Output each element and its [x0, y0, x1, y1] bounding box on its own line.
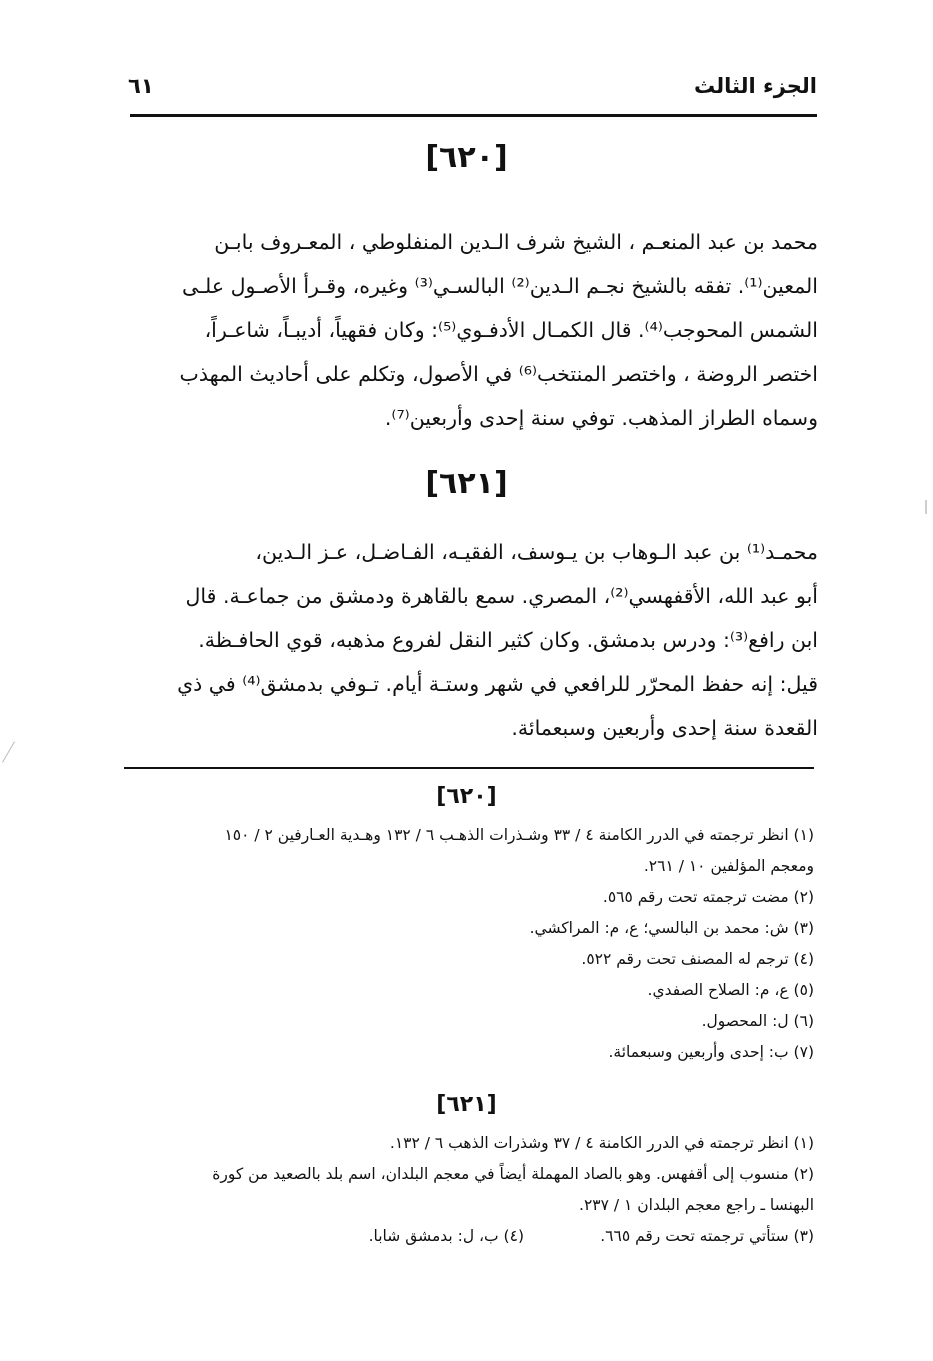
entry-line: قيل: إنه حفظ المحرّر للرافعي في شهر وستـة أيام. تـوفي بدمشق⁽⁴⁾ في ذي [177, 672, 818, 696]
footnote-item: البهنسا ـ راجع معجم البلدان ١ / ٢٣٧. [579, 1196, 814, 1214]
entry-body-620 [130, 220, 818, 440]
footnote-item: (٤) ترجم له المصنف تحت رقم ٥٢٢. [581, 950, 814, 968]
footnote-row-split [124, 1221, 814, 1252]
header-rule [130, 114, 817, 117]
scan-mark [925, 500, 927, 514]
footnote-item: (٢) منسوب إلى أقفهس. وهو بالصاد المهملة أيضاً في معجم البلدان، اسم بلد بالصعيد من كورة [212, 1165, 814, 1183]
footnote-item: (٣) ش: محمد بن البالسي؛ ع، م: المراكشي. [529, 919, 814, 937]
footnote-heading-620: [٦٢٠] [436, 784, 497, 809]
footnote-item: (٤) ب، ل: بدمشق شابا. [368, 1227, 524, 1245]
footnote-item: (١) انظر ترجمته في الدرر الكامنة ٤ / ٣٧ وشذرات الذهب ٦ / ١٣٢. [389, 1134, 814, 1152]
entry-line: محمد بن عبد المنعـم ، الشيخ شرف الـدين المنفلوطي ، المعـروف بابـن [214, 230, 818, 254]
entry-line: ابن رافع⁽³⁾: ودرس بدمشق. وكان كثير النقل لفروع مذهبه، قوي الحافـظة. [198, 628, 818, 652]
part-title: الجزء الثالث [694, 74, 817, 98]
footnote-list-620 [124, 820, 814, 1068]
entry-number-621: [٦٢١] [425, 466, 508, 501]
footnote-item: (٥) ع، م: الصلاح الصفدي. [647, 981, 814, 999]
entry-number-620: [٦٢٠] [425, 140, 508, 175]
footnote-heading-621: [٦٢١] [436, 1092, 497, 1117]
scan-mark [2, 741, 15, 762]
footnote-item: (١) انظر ترجمته في الدرر الكامنة ٤ / ٣٣ وشـذرات الذهـب ٦ / ١٣٢ وهـدية العـارفين ٢ / ١٥٠ [224, 826, 814, 844]
footnote-item: (٣) ستأتي ترجمته تحت رقم ٦٦٥. [600, 1227, 814, 1245]
footnote-item: (٢) مضت ترجمته تحت رقم ٥٦٥. [602, 888, 814, 906]
entry-line: الشمس المحوجب⁽⁴⁾. قال الكمـال الأدفـوي⁽⁵⁾: وكان فقهياً، أديبـاً، شاعـراً، [204, 318, 818, 342]
entry-line: أبو عبد الله، الأقفهسي⁽²⁾، المصري. سمع بالقاهرة ودمشق من جماعـة. قال [185, 584, 818, 608]
entry-line: وسماه الطراز المذهب. توفي سنة إحدى وأربعين⁽⁷⁾. [384, 406, 818, 430]
footnote-item: ومعجم المؤلفين ١٠ / ٢٦١. [643, 857, 814, 875]
footnote-item: (٧) ب: إحدى وأربعين وسبعمائة. [608, 1043, 814, 1061]
entry-line: المعين⁽¹⁾. تفقه بالشيخ نجـم الـدين⁽²⁾ البالسـي⁽³⁾ وغيره، وقـرأ الأصـول علـى [181, 274, 818, 298]
footnote-item: (٦) ل: المحصول. [701, 1012, 814, 1030]
entry-body-621 [130, 530, 818, 750]
footnote-rule [124, 767, 814, 769]
page-number: ٦١ [128, 74, 154, 98]
running-head [128, 66, 817, 106]
entry-line: اختصر الروضة ، واختصر المنتخب⁽⁶⁾ في الأصول، وتكلم على أحاديث المهذب [179, 362, 818, 386]
entry-line: محمـد⁽¹⁾ بن عبد الـوهاب بن يـوسف، الفقيـه، الفـاضـل، عـز الـدين، [255, 540, 818, 564]
footnote-list-621 [124, 1128, 814, 1252]
entry-line: القعدة سنة إحدى وأربعين وسبعمائة. [511, 716, 818, 740]
